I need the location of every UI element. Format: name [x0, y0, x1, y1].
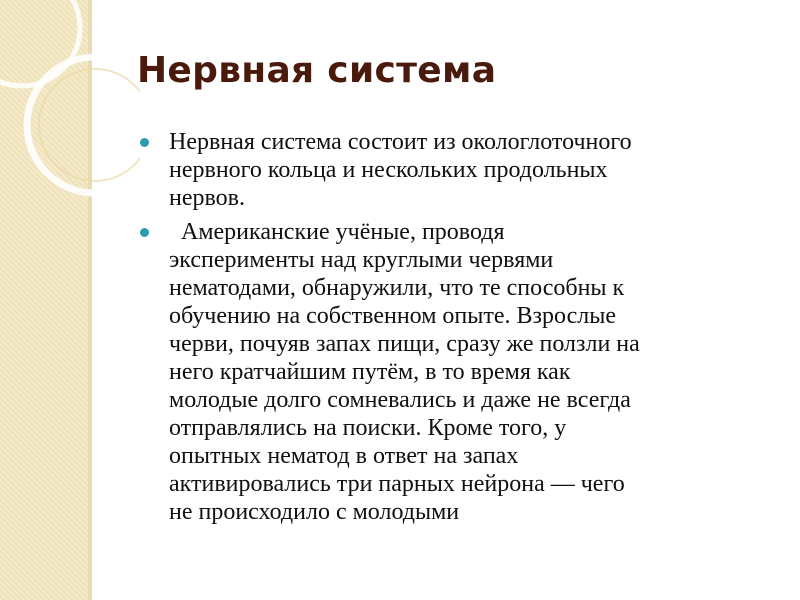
bullet-item — [137, 218, 777, 526]
bullet-item — [137, 128, 777, 212]
bullet-line: Нервная система состоит из окологлоточного — [169, 129, 632, 155]
bullet-line: Американские учёные, проводя — [169, 219, 505, 245]
bullet-line: отправлялись на поиски. Кроме того, у — [169, 415, 567, 441]
bullet-list — [137, 128, 777, 532]
decorative-rings — [0, 0, 140, 240]
bullet-line: опытных нематод в ответ на запах — [169, 443, 519, 469]
bullet-line: нервного кольца и нескольких продольных — [169, 157, 608, 183]
bullet-line: активировались три парных нейрона — чего — [169, 471, 625, 497]
bullet-line: нервов. — [169, 185, 245, 211]
bullet-line: нематодами, обнаружили, что те способны к — [169, 275, 625, 301]
bullet-line: не происходило с молодыми — [169, 499, 460, 525]
bullet-dot-icon — [140, 138, 149, 147]
bullet-dot-icon — [140, 228, 149, 237]
slide-title: Нервная система — [137, 50, 497, 91]
bullet-line: обучению на собственном опыте. Взрослые — [169, 303, 616, 329]
bullet-line: него кратчайшим путём, в то время как — [169, 359, 571, 385]
bullet-line: черви, почуяв запах пищи, сразу же ползли на — [169, 331, 640, 357]
bullet-line: эксперименты над круглыми червями — [169, 247, 554, 273]
bullet-line: молодые долго сомневались и даже не всегда — [169, 387, 631, 413]
